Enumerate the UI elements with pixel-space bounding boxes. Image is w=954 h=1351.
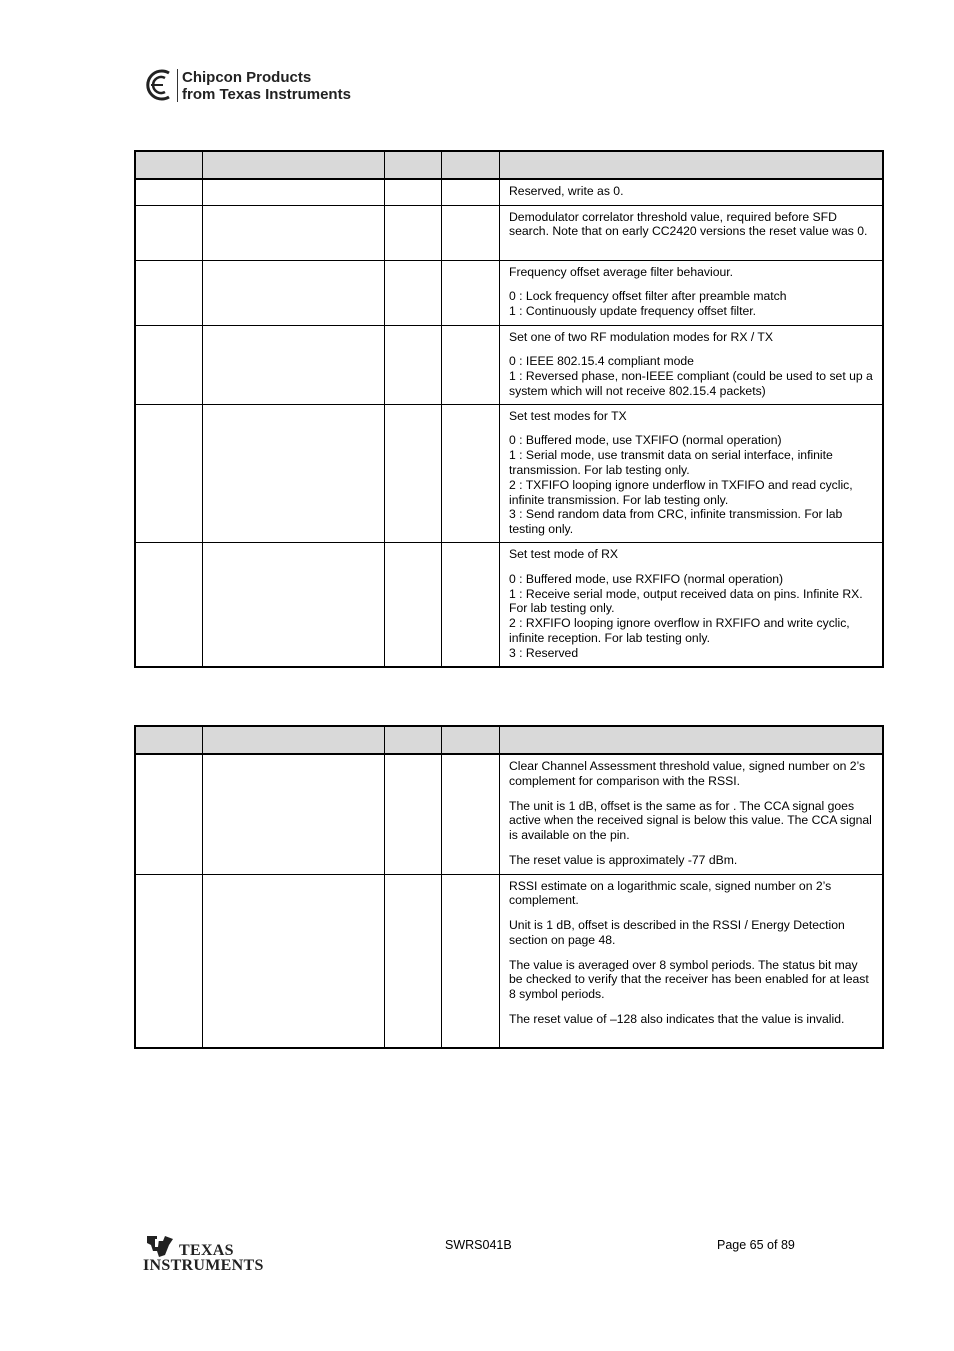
description-line: 0 : IEEE 802.15.4 compliant mode <box>509 354 694 369</box>
empty-cell <box>203 260 385 325</box>
empty-cell <box>385 205 442 260</box>
header-cell <box>500 151 884 179</box>
empty-cell <box>135 260 203 325</box>
description-paragraph <box>509 330 874 345</box>
description-line: 3 : Reserved <box>509 645 579 660</box>
description-cell <box>500 543 884 667</box>
empty-cell <box>203 404 385 542</box>
ti-logo <box>143 1233 265 1275</box>
empty-cell <box>385 543 442 667</box>
description-line: 2 : RXFIFO looping ignore overflow in RXFIFO and write cyclic, infinite reception. For lab testing only. <box>509 616 850 646</box>
table-row <box>135 205 883 260</box>
description-line: Set one of two RF modulation modes for RX / TX <box>509 329 773 344</box>
table-header-row <box>135 726 883 754</box>
page-number: Page 65 of 89 <box>717 1238 795 1252</box>
description-paragraph <box>509 1012 874 1027</box>
empty-cell <box>135 205 203 260</box>
empty-cell <box>203 543 385 667</box>
empty-cell <box>442 205 500 260</box>
empty-cell <box>442 179 500 205</box>
description-cell <box>500 754 884 874</box>
ti-wordmark <box>143 1242 264 1274</box>
description-line: 0 : Buffered mode, use TXFIFO (normal operation) <box>509 433 782 448</box>
header-cell <box>385 726 442 754</box>
description-cell <box>500 205 884 260</box>
table-row <box>135 179 883 205</box>
header-cell <box>442 726 500 754</box>
description-cell <box>500 260 884 325</box>
description-line: The reset value of –128 also indicates that the value is invalid. <box>509 1012 845 1027</box>
empty-cell <box>442 260 500 325</box>
description-line: Set test mode of RX <box>509 547 619 562</box>
description-line: Clear Channel Assessment threshold value, signed number on 2’s complement for comparison with the RSSI. <box>509 759 866 788</box>
description-paragraph <box>509 918 874 948</box>
description-line: Reserved, write as 0. <box>509 184 624 198</box>
empty-cell <box>442 325 500 404</box>
description-line: Set test modes for TX <box>509 408 627 423</box>
table-row <box>135 754 883 874</box>
description-line: 0 : Lock frequency offset filter after preamble match <box>509 289 787 304</box>
empty-cell <box>442 404 500 542</box>
logo-line2: from Texas Instruments <box>182 86 351 103</box>
ti-line2: INSTRUMENTS <box>143 1257 264 1274</box>
empty-cell <box>203 179 385 205</box>
empty-cell <box>385 179 442 205</box>
header-cell <box>500 726 884 754</box>
empty-cell <box>385 874 442 1048</box>
empty-cell <box>203 205 385 260</box>
description-line: Unit is 1 dB, offset is described in the RSSI / Energy Detection section on page 48. <box>509 918 845 947</box>
empty-cell <box>135 543 203 667</box>
header-cell <box>203 151 385 179</box>
empty-cell <box>135 754 203 874</box>
empty-cell <box>135 874 203 1048</box>
logo-line1: Chipcon Products <box>182 69 312 86</box>
empty-cell <box>135 179 203 205</box>
empty-cell <box>442 754 500 874</box>
description-paragraph <box>509 433 874 537</box>
empty-cell <box>203 754 385 874</box>
description-line: Frequency offset average filter behaviour. <box>509 264 734 279</box>
description-line: 1 : Serial mode, use transmit data on serial interface, infinite transmission. For lab testing only. <box>509 448 833 478</box>
description-paragraph <box>509 572 874 661</box>
empty-cell <box>385 325 442 404</box>
description-paragraph <box>509 879 874 909</box>
header-cell <box>203 726 385 754</box>
description-paragraph <box>509 354 874 398</box>
table-row <box>135 543 883 667</box>
description-cell <box>500 404 884 542</box>
logo-text <box>182 69 351 103</box>
header-cell <box>385 151 442 179</box>
table-row <box>135 874 883 1048</box>
description-paragraph <box>509 409 874 424</box>
empty-cell <box>385 404 442 542</box>
register-table-1 <box>134 150 884 668</box>
header-cell <box>135 151 203 179</box>
description-paragraph <box>509 289 874 319</box>
description-line: The reset value is approximately -77 dBm. <box>509 852 738 867</box>
description-line: 3 : Send random data from CRC, infinite transmission. For lab testing only. <box>509 507 843 537</box>
description-line: 0 : Buffered mode, use RXFIFO (normal operation) <box>509 571 784 586</box>
description-paragraph <box>509 759 874 789</box>
description-paragraph <box>509 184 874 199</box>
description-line: 2 : TXFIFO looping ignore underflow in TXFIFO and read cyclic, infinite transmission. For lab testing only. <box>509 477 853 507</box>
description-line: The value is averaged over 8 symbol periods. The status bit may be checked to verify that the receiver has been enabled for at least 8 symbol periods. <box>509 957 869 1002</box>
description-line: 1 : Continuously update frequency offset filter. <box>509 304 757 319</box>
description-paragraph <box>509 265 874 280</box>
description-cell <box>500 325 884 404</box>
description-line: 1 : Receive serial mode, output received data on pins. Infinite RX. For lab testing only. <box>509 586 863 616</box>
description-paragraph <box>509 958 874 1002</box>
description-paragraph <box>509 799 874 843</box>
empty-cell <box>385 754 442 874</box>
description-cell <box>500 874 884 1048</box>
description-paragraph <box>509 210 874 240</box>
empty-cell <box>442 874 500 1048</box>
empty-cell <box>385 260 442 325</box>
description-paragraph <box>509 853 874 868</box>
ti-logo-icon <box>143 1233 177 1259</box>
document-id: SWRS041B <box>445 1238 512 1252</box>
description-line: The unit is 1 dB, offset is the same as for . The CCA signal goes active when the received signal is below this value. The CCA signal is available on the pin. <box>509 798 872 843</box>
ti-line1: TEXAS <box>179 1242 234 1259</box>
description-paragraph <box>509 547 874 562</box>
chipcon-logo-icon <box>143 67 177 103</box>
register-table-2 <box>134 725 884 1049</box>
empty-cell <box>442 543 500 667</box>
table-header-row <box>135 151 883 179</box>
description-line: RSSI estimate on a logarithmic scale, signed number on 2’s complement. <box>509 878 832 908</box>
chipcon-logo <box>143 67 383 105</box>
empty-cell <box>203 325 385 404</box>
description-line: 1 : Reversed phase, non-IEEE compliant (could be used to set up a system which will not receive 802.15.4 packets) <box>509 369 873 398</box>
empty-cell <box>135 404 203 542</box>
table-row <box>135 260 883 325</box>
description-line: Demodulator correlator threshold value, required before SFD search. Note that on early CC2420 versions the reset value was 0. <box>509 209 868 239</box>
header-cell <box>442 151 500 179</box>
empty-cell <box>203 874 385 1048</box>
header-cell <box>135 726 203 754</box>
logo-divider <box>177 69 178 102</box>
table-row <box>135 325 883 404</box>
description-cell <box>500 179 884 205</box>
table-row <box>135 404 883 542</box>
empty-cell <box>135 325 203 404</box>
